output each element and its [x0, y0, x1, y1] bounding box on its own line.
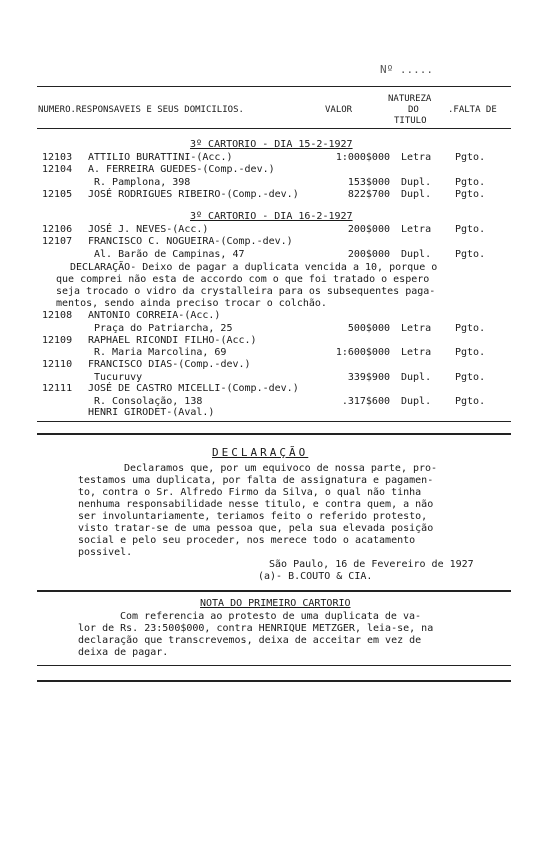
entry-valor: 153$000	[347, 177, 390, 188]
entry-number: 12110	[42, 359, 73, 370]
entry-address: R. Pamplona, 398	[94, 177, 191, 188]
entry-valor: 200$000	[347, 249, 390, 260]
entry-number: 12108	[42, 310, 73, 321]
entry-falta: Pgto.	[455, 372, 486, 383]
declaracao-date: São Paulo, 16 de Fevereiro de 1927	[269, 559, 474, 570]
entry-valor: 1:600$000	[335, 347, 390, 358]
entry-falta: Pgto.	[455, 323, 486, 334]
declaracao-line: testamos uma duplicata, por falta de assignatura e pagamen-	[78, 475, 434, 486]
page-number-mark: Nº .....	[380, 63, 433, 76]
header-rule-top	[37, 86, 511, 87]
section-divider	[37, 433, 511, 435]
entry-falta: Pgto.	[455, 249, 486, 260]
declaracao-line: to, contra o Sr. Alfredo Firmo da Silva, o qual não tinha	[78, 487, 422, 498]
declaracao-title: DECLARAÇÃO	[212, 446, 309, 459]
declaracao-line: nenhuma responsabilidade nesse titulo, e contra quem, a não	[78, 499, 434, 510]
entry-number: 12105	[42, 189, 73, 200]
entry-valor: 500$000	[347, 323, 390, 334]
entry-valor: 822$700	[347, 189, 390, 200]
entry-name: ATTILIO BURATTINI-(Acc.)	[88, 152, 233, 163]
declaration-note-line: seja trocado o vidro da crystalleira para os subsequentes paga-	[56, 286, 436, 297]
entry-name: FRANCISCO C. NOGUEIRA-(Comp.-dev.)	[88, 236, 293, 247]
entry-address: Tucuruvy	[94, 372, 143, 383]
col-do: DO	[408, 105, 419, 115]
entry-falta: Pgto.	[455, 152, 486, 163]
declaracao-line: ser involuntariamente, teriamos feito o referido protesto,	[78, 511, 428, 522]
entry-natureza: Letra	[401, 152, 432, 163]
entry-number: 12109	[42, 335, 73, 346]
nota-line: Com referencia ao protesto de uma duplicata de va-	[120, 611, 422, 622]
bottom-rule	[37, 665, 511, 666]
declaracao-line: social e pelo seu proceder, nos merece todo o acatamento	[78, 535, 416, 546]
header-rule-bottom	[37, 128, 511, 129]
col-numero-responsaveis: NUMERO.RESPONSAVEIS E SEUS DOMICILIOS.	[38, 105, 244, 115]
entry-number: 12111	[42, 383, 73, 394]
entry-name: ANTONIO CORREIA-(Acc.)	[88, 310, 221, 321]
entry-falta: Pgto.	[455, 347, 486, 358]
col-valor: VALOR	[325, 105, 353, 115]
entry-name: A. FERREIRA GUEDES-(Comp.-dev.)	[88, 164, 275, 175]
entry-name: RAPHAEL RICONDI FILHO-(Acc.)	[88, 335, 257, 346]
entry-address: R. Maria Marcolina, 69	[94, 347, 227, 358]
entry-natureza: Dupl.	[401, 396, 432, 407]
entry-name: JOSÉ DE CASTRO MICELLI-(Comp.-dev.)	[88, 383, 299, 394]
entry-natureza: Letra	[401, 347, 432, 358]
entry-natureza: Letra	[401, 224, 432, 235]
entry-number: 12103	[42, 152, 73, 163]
entry-natureza: Dupl.	[401, 189, 432, 200]
entry-address: Praça do Patriarcha, 25	[94, 323, 233, 334]
nota-title: NOTA DO PRIMEIRO CARTORIO	[200, 598, 351, 609]
entry-natureza: Dupl.	[401, 372, 432, 383]
nota-line: declaração que transcrevemos, deixa de acceitar em vez de	[78, 635, 422, 646]
nota-line: lor de Rs. 23:500$000, contra HENRIQUE METZGER, leia-se, na	[78, 623, 434, 634]
entry-falta: Pgto.	[455, 396, 486, 407]
section-divider	[37, 590, 511, 592]
col-natureza: NATUREZA	[388, 94, 432, 104]
declaration-note-line: que comprei não esta de accordo com o que foi tratado o espero	[56, 274, 430, 285]
declaracao-line: possivel.	[78, 547, 133, 558]
declaration-note-line: mentos, sendo ainda preciso trocar o colchão.	[56, 298, 327, 309]
entries-rule	[37, 421, 511, 422]
entry-valor: .317$600	[341, 396, 390, 407]
entry-name: JOSÉ RODRIGUES RIBEIRO-(Comp.-dev.)	[88, 189, 299, 200]
entry-name: FRANCISCO DIAS-(Comp.-dev.)	[88, 359, 251, 370]
declaration-note-line: DECLARAÇÃO- Deixo de pagar a duplicata vencida a 10, porque o	[70, 262, 438, 273]
bottom-rule-double	[37, 680, 511, 682]
section-title: 3º CARTORIO - DIA 15-2-1927	[190, 139, 353, 150]
entry-valor: 200$000	[347, 224, 390, 235]
col-titulo: TITULO	[394, 116, 427, 126]
entry-natureza: Dupl.	[401, 249, 432, 260]
entry-address: R. Consolação, 138	[94, 396, 203, 407]
entry-number: 12104	[42, 164, 73, 175]
entry-natureza: Letra	[401, 323, 432, 334]
entry-falta: Pgto.	[455, 224, 486, 235]
declaracao-line: visto tratar-se de uma pessoa que, pela sua elevada posição	[78, 523, 434, 534]
entry-falta: Pgto.	[455, 189, 486, 200]
section-title: 3º CARTORIO - DIA 16-2-1927	[190, 211, 353, 222]
declaracao-line: Declaramos que, por um equivoco de nossa parte, pro-	[124, 463, 438, 474]
entry-valor: 1:000$000	[335, 152, 390, 163]
entry-number: 12107	[42, 236, 73, 247]
nota-line: deixa de pagar.	[78, 647, 169, 658]
col-falta: .FALTA DE	[448, 105, 497, 115]
entry-natureza: Dupl.	[401, 177, 432, 188]
entry-name: JOSÉ J. NEVES-(Acc.)	[88, 224, 209, 235]
declaracao-signature: (a)- B.COUTO & CIA.	[258, 571, 373, 582]
entry-name: HENRI GIRODET-(Aval.)	[88, 407, 215, 418]
entry-number: 12106	[42, 224, 73, 235]
entry-falta: Pgto.	[455, 177, 486, 188]
entry-valor: 339$900	[347, 372, 390, 383]
entry-address: Al. Barão de Campinas, 47	[94, 249, 245, 260]
